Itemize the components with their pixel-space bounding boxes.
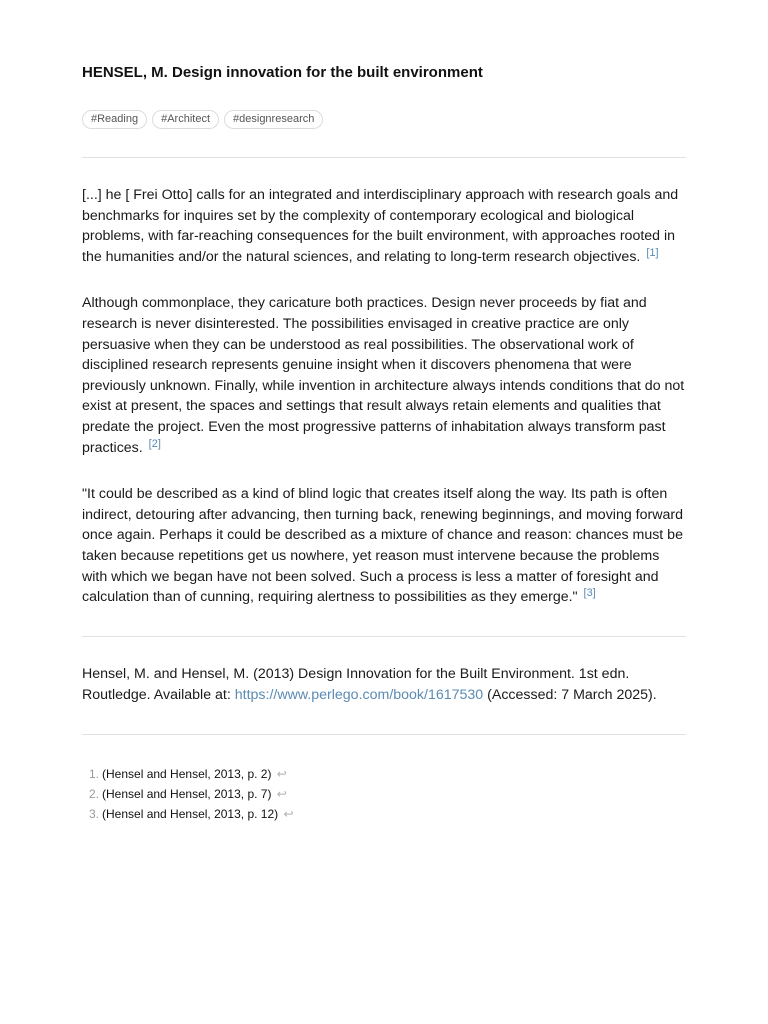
note-title: HENSEL, M. Design innovation for the built environment [82,64,483,81]
footnote-ref-3[interactable]: [3] [583,587,596,600]
tag-list [82,110,686,129]
footnote-number: 1. [89,766,100,781]
quote-paragraph-3 [82,484,686,608]
quote-paragraph-1 [82,185,686,267]
tag-architect[interactable]: #Architect [152,110,219,129]
citation-link[interactable]: https://www.perlego.com/book/1617530 [234,686,484,703]
footnote-ref-2[interactable]: [2] [148,437,161,450]
footnote-text: (Hensel and Hensel, 2013, p. 2) [102,766,272,781]
footnote-number: 2. [89,786,100,801]
footnote-item [89,764,686,784]
footnote-text: (Hensel and Hensel, 2013, p. 12) [102,806,279,821]
reference-citation [82,637,686,734]
quote-text-2: Although commonplace, they caricature both practices. Design never proceeds by fiat and research is never disinterested. The possibilities envisaged in creative practice are only persuasive when they can be understood as real possibilities. The observational work of disciplined research represents genuine insight when it discovers phenomena that were previously unknown. Finally, while invention in architecture always intends conditions that do not exist at present, the spaces and settings that result always retain elements and qualities that predate the project. Even the most progressive patterns of inhabitation always transform past practices. [82,295,685,456]
footnotes-list [82,735,686,824]
citation-text: Hensel, M. and Hensel, M. (2013) Design Innovation for the Built Environment. 1st edn. Routledge. Available at: [82,665,630,703]
footnote-number: 3. [89,806,100,821]
citation-accessed: (Accessed: 7 March 2025). [483,686,657,703]
return-arrow-icon[interactable]: ↩ [283,806,294,821]
quotes-section [82,158,686,608]
footnote-item [89,804,686,824]
tag-reading[interactable]: #Reading [82,110,147,129]
quote-text-3: "It could be described as a kind of blind logic that creates itself along the way. Its path is often indirect, detouring after advancing, then turning back, renewing beginnings, and moving forward once again. Perhaps it could be described as a mixture of chance and reason: chances must be taken because repetitions get us nowhere, yet reason must intervene because the problems with which we began have not been solved. Such a process is less a matter of foresight and calculation than of cunning, requiring alertness to possibilities as they emerge." [82,486,683,606]
footnote-item [89,784,686,804]
quote-paragraph-2 [82,293,686,458]
tag-designresearch[interactable]: #designresearch [224,110,323,129]
return-arrow-icon[interactable]: ↩ [276,786,287,801]
quote-text-1: [...] he [ Frei Otto] calls for an integrated and interdisciplinary approach with research goals and benchmarks for inquires set by the complexity of contemporary ecological and biological problems, with far-reaching consequences for the built environment, with approaches rooted in the humanities and/or the natural sciences, and relating to long-term research objectives. [82,187,679,265]
footnote-ref-1[interactable]: [1] [646,246,659,259]
footnote-text: (Hensel and Hensel, 2013, p. 7) [102,786,272,801]
return-arrow-icon[interactable]: ↩ [276,766,287,781]
